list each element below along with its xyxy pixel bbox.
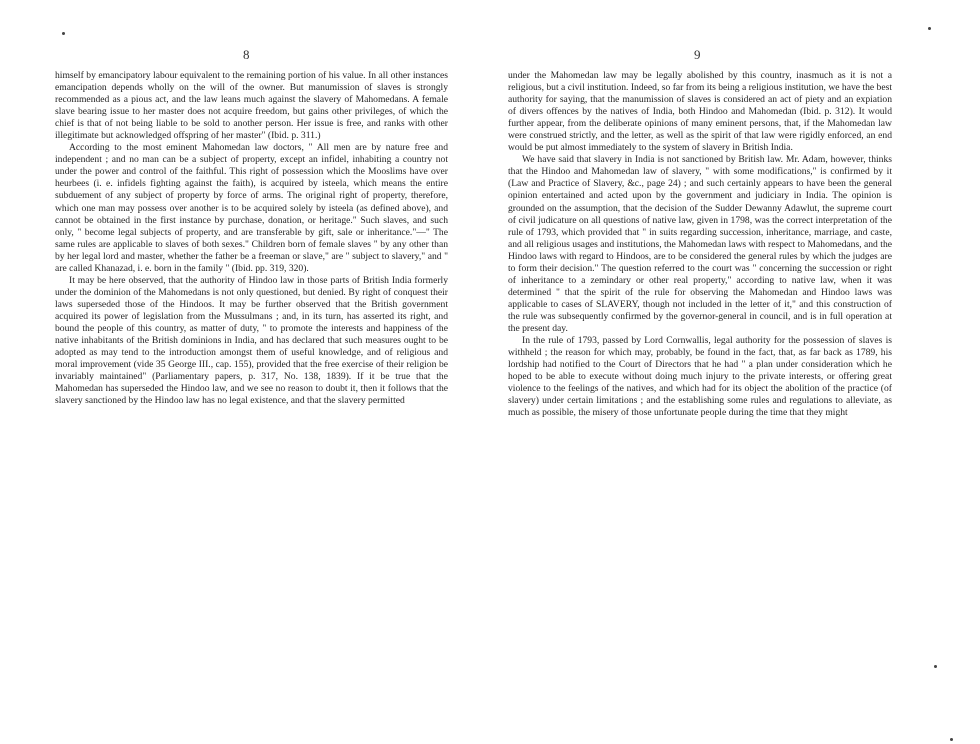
right-paragraph-1: under the Mahomedan law may be legally abolished by this country, inasmuch as it is not a religious, but a civil institution. Indeed, so far from its being a religious institution, we have the best authority for saying, that the manumission of slaves is considered an act of piety and an expiation of divers offences by the natives of India, both Hindoo and Mahomedan (Ibid. p. 312). It would further appear, from the deliberate opinions of many eminent persons, that, if the Mahomedan law were construed strictly, and the letter, as well as the spirit of that law were rigidly enforced, an end would be put almost immediately to the system of slavery in British India. (508, 70, 892, 154)
scan-speck (934, 665, 937, 668)
right-paragraph-2: We have said that slavery in India is not sanctioned by British law. Mr. Adam, however, thinks that the Hindoo and Mahomedan law of slavery, " with some modifications," is confirmed by it (Law and Practice of Slavery, &c., page 24) ; and such certainly appears to have been the general opinion entertained and acted upon by the government and judiciary in India. The opinion is grounded on the assumption, that the decision of the Sudder Dewanny Adawlut, the supreme court of civil judicature on all questions of native law, given in 1798, was the correct interpretation of the rule of 1793, which provided that " in suits regarding succession, inheritance, marriage, and caste, and all religious usages and institutions, the Mahomedan laws with respect to Mahomedans, and the Hindoo laws with regard to Hindoos, are to be considered the general rules by which the judges are to form their decision." The question referred to the court was " concerning the succession or right of inheritance to a zemindary or other real property," according to native law, when it was determined " that the spirit of the rule for observing the Mahomedan and Hindoo laws was applicable to cases of SLAVERY, though not included in the letter of it," and this construction of the rule was subsequently confirmed by the governor-general in council, and is in full operation at the present day. (508, 154, 892, 334)
left-paragraph-2: According to the most eminent Mahomedan law doctors, " All men are by nature free and independent ; and no man can be a subject of property, except an infidel, inhabiting a country not under the power and control of the faithful. This right of possession which the Mooslims have over heurbees (i. e. infidels fighting against the faith), is acquired by isteela, which means the entire subduement of any subject of property by force of arms. The original right of property, therefore, which one man may possess over another is to be acquired solely by isteela (as defined above), and cannot be obtained in the first instance by purchase, donation, or heritage." Such slaves, and such only, " become legal subjects of property, and are transferable by gift, sale or inheritance."—" The same rules are applicable to slaves of both sexes." Children born of female slaves " by any other than by her legal lord and master, whether the father be a freeman or slave," are " subject to slavery," and " are called Khanazad, i. e. born in the family " (Ibid. pp. 319, 320). (55, 142, 448, 274)
right-paragraph-3: In the rule of 1793, passed by Lord Cornwallis, legal authority for the possession of slaves is withheld ; the reason for which may, probably, be found in the fact, that, as far back as 1789, his lordship had notified to the Court of Directors that he had " a plan under consideration which he hoped to be able to execute without doing much injury to the private interests, or offering great violence to the feelings of the natives, and which had for its object the abolition of the practice (of slavery) under certain limitations ; and the establishing some rules and regulations to alleviate, as much as possible, the misery of those unfortunate people during the time that they might (508, 335, 892, 419)
scan-speck (928, 27, 931, 30)
right-page-text (508, 70, 892, 419)
scan-speck (950, 738, 953, 741)
left-page-text (55, 70, 448, 407)
scan-speck (62, 32, 65, 35)
page-number-left: 8 (243, 47, 250, 62)
page-number-right: 9 (694, 47, 701, 62)
left-paragraph-1: himself by emancipatory labour equivalent to the remaining portion of his value. In all other instances emancipation depends wholly on the will of the owner. But manumission of slaves is strongly recommended as a pious act, and the law leans much against the slavery of Mahomedans. A female slave bearing issue to her master does not acquire freedom, but gains other privileges, of which the chief is that of not being liable to be sold to another person. Her issue is free, and ranks with other illegitimate but acknowledged offspring of her master" (Ibid. p. 311.) (55, 70, 448, 142)
left-paragraph-3: It may be here observed, that the authority of Hindoo law in those parts of British India formerly under the dominion of the Mahomedans is not only questioned, but denied. By right of conquest their laws superseded those of the Hindoos. It may be further observed that the British government acquired its power of legislation from the Mussulmans ; and, in its turn, has asserted its right, and bound the people of this country, as matter of duty, " to promote the interests and happiness of the native inhabitants of the British dominions in India, and has declared that such measures ought to be adopted as may tend to the introduction amongst them of useful knowledge, and of religious and moral improvement (vide 35 George III., cap. 155), provided that the free exercise of their religion be invariably maintained" (Parliamentary papers, p. 317, No. 138, 1839). If it be true that the Mahomedan has superseded the Hindoo law, and we see no reason to doubt it, then it follows that the slavery sanctioned by the Hindoo law has no legal existence, and that the slavery permitted (55, 274, 448, 407)
